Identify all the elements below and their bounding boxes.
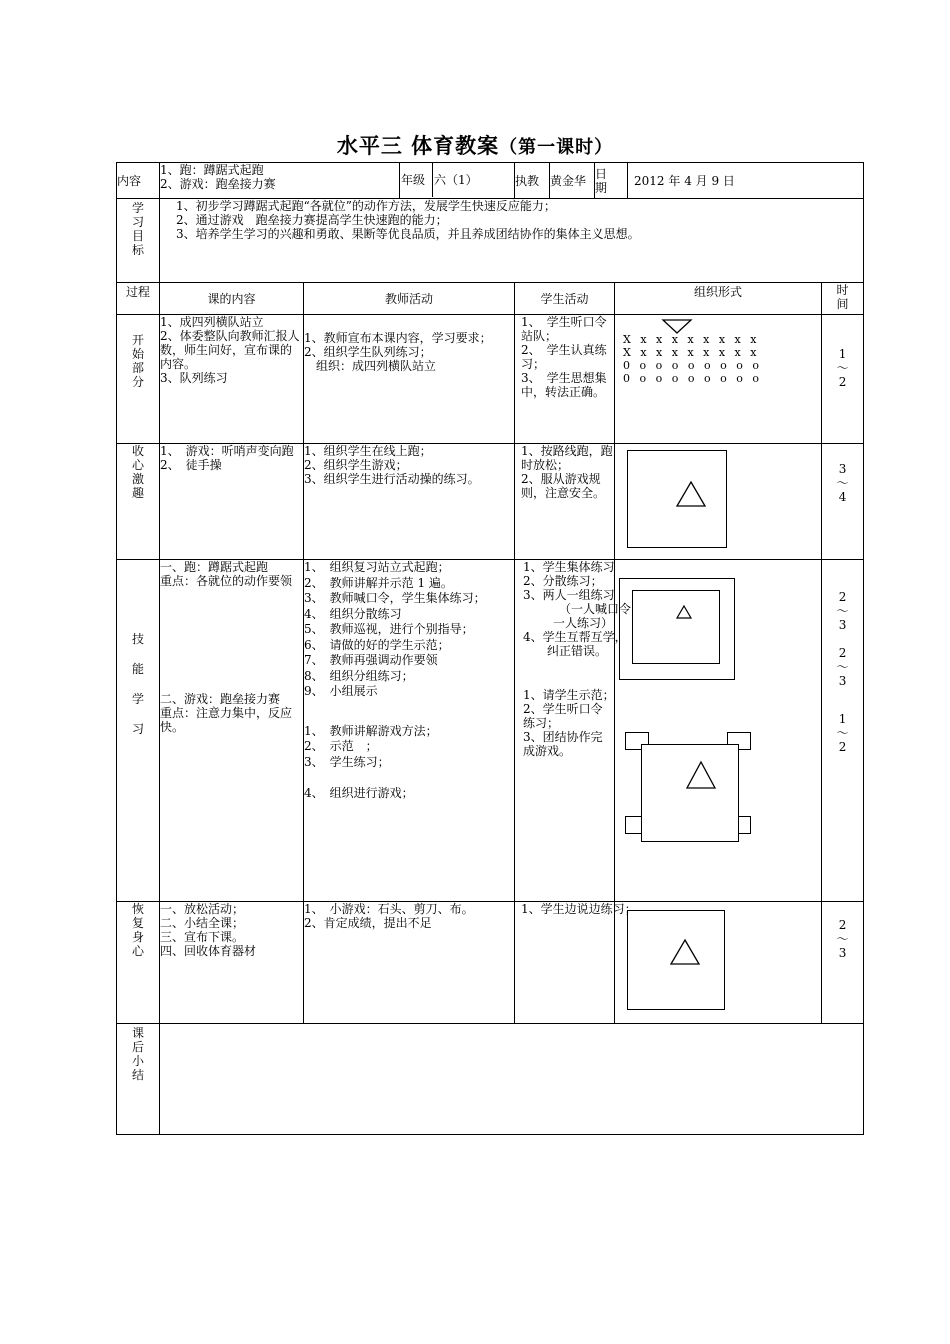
grade-value: 六（1） (434, 173, 478, 187)
formation-cell (615, 902, 822, 1024)
formation-row: X x x x x x x x x (623, 346, 760, 359)
teacher-label: 执教 (515, 163, 550, 199)
col-student: 学生活动 (515, 283, 615, 315)
formation-row: 0 o o o o o o o o (623, 359, 762, 372)
content-label: 内容 (117, 163, 160, 199)
section-cooldown (117, 902, 864, 1024)
formation-row: 0 o o o o o o o o (623, 372, 762, 385)
formation-cell (615, 444, 822, 560)
formation-row: X x x x x x x x x (623, 333, 760, 346)
title-main: 水平三 体育教案 (336, 133, 500, 158)
time-cell: 3 ～ 4 (822, 444, 864, 560)
section-content: 一、跑：蹲踞式起跑 重点：各就位的动作要领 二、游戏：跑垒接力赛 重点：注意力集中，反应快。 (160, 560, 304, 902)
student-activity: 1、学生边说边练习； (515, 902, 615, 1024)
section-content: 1、 游戏：听哨声变向跑 2、 徒手操 (160, 444, 304, 560)
content-line: 2、游戏：跑垒接力赛 (160, 177, 276, 191)
objective-line: 3、培养学生学习的兴趣和勇敢、果断等优良品质，并且养成团结协作的集体主义思想。 (176, 227, 640, 241)
col-teacher: 教师活动 (304, 283, 515, 315)
section-skill (117, 560, 864, 902)
student-activity: 1、 学生听口令站队； 2、 学生认真练习； 3、 学生思想集中，转法正确。 (515, 315, 615, 444)
column-header-row (117, 283, 864, 315)
formation-cell (615, 315, 822, 444)
section-start (117, 315, 864, 444)
triangle-icon (669, 938, 701, 966)
teacher-activity: 1、组织学生在线上跑； 2、组织学生游戏； 3、组织学生进行活动操的练习。 (304, 444, 515, 560)
time-cell: 2 ～ 3 2 ～ 3 1 ～ 2 (822, 560, 864, 902)
col-time: 时间 (822, 283, 864, 315)
date-value: 2012 年 4 月 9 日 (628, 163, 864, 199)
stage-label: 开始部分 (117, 315, 160, 444)
date-label: 日期 (595, 163, 628, 199)
objectives-content (160, 199, 864, 283)
col-process: 过程 (117, 283, 160, 315)
triangle-icon (675, 480, 707, 508)
content-line: 1、跑：蹲踞式起跑 (160, 163, 264, 177)
objective-line: 2、通过游戏 跑垒接力赛提高学生快速跑的能力； (176, 213, 448, 227)
stage-label: 收心激趣 (117, 444, 160, 560)
title-sub: （第一课时） (499, 137, 614, 158)
section-warmup (117, 444, 864, 560)
grade-label: 年级 (400, 163, 433, 197)
time-cell: 2 ～ 3 (822, 902, 864, 1024)
triangle-icon (685, 760, 717, 790)
col-org: 组织形式 (615, 283, 822, 315)
page-title (0, 130, 950, 160)
teacher-activity: 1、 组织复习站立式起跑； 2、 教师讲解并示范 1 遍。 3、 教师喊口令，学生集体练习； 4、 组织分散练习 5、 教师巡视，进行个别指导； 6、 请做的好的学生示范； 7、 教师再强调动作要领 8、 组织分组练习； 9、 小组展示 1、 教师讲解游戏方法； 2、 示范 ； 3、 学生练习； 4、 组织进行游戏； (304, 560, 515, 902)
objectives-row (117, 199, 864, 283)
teacher-activity: 1、教师宣布本课内容，学习要求； 2、组织学生队列练习； 组织：成四列横队站立 (304, 315, 515, 444)
stage-label: 恢复身心 (117, 902, 160, 1024)
student-activity: 1、学生集体练习 2、分散练习； 3、两人一组练习 （一人喊口令 一人练习） 4、学生互帮互学， 纠正错误。 1、请学生示范； 2、学生听口令练习； 3、团结协作完成游戏。 (515, 560, 615, 902)
formation-cell (615, 560, 822, 902)
summary-row (117, 1024, 864, 1135)
content-cell (160, 163, 400, 199)
game-field-square (641, 744, 739, 842)
section-content: 一、放松活动； 二、小结全课； 三、宣布下课。 四、回收体育器材 (160, 902, 304, 1024)
time-cell: 1 ～ 2 (822, 315, 864, 444)
teacher-activity: 1、 小游戏：石头、剪刀、布。 2、肯定成绩，提出不足 (304, 902, 515, 1024)
field-inner-square (632, 590, 720, 664)
lesson-plan-table (116, 162, 864, 1135)
header-row (117, 163, 864, 199)
summary-label: 课后小结 (117, 1024, 160, 1135)
stage-label: 技能学习 (117, 560, 160, 902)
teacher-value: 黄金华 (550, 163, 595, 199)
col-content: 课的内容 (160, 283, 304, 315)
triangle-icon (675, 604, 693, 620)
summary-content (160, 1024, 864, 1135)
section-content: 1、成四列横队站立 2、体委整队向教师汇报人数，师生问好，宣布课的内容。 3、队列练习 (160, 315, 304, 444)
student-activity: 1、按路线跑，跑时放松； 2、服从游戏规则，注意安全。 (515, 444, 615, 560)
objective-line: 1、初步学习蹲踞式起跑“各就位”的动作方法，发展学生快速反应能力； (176, 199, 556, 213)
objectives-label: 学习目标 (117, 199, 160, 283)
